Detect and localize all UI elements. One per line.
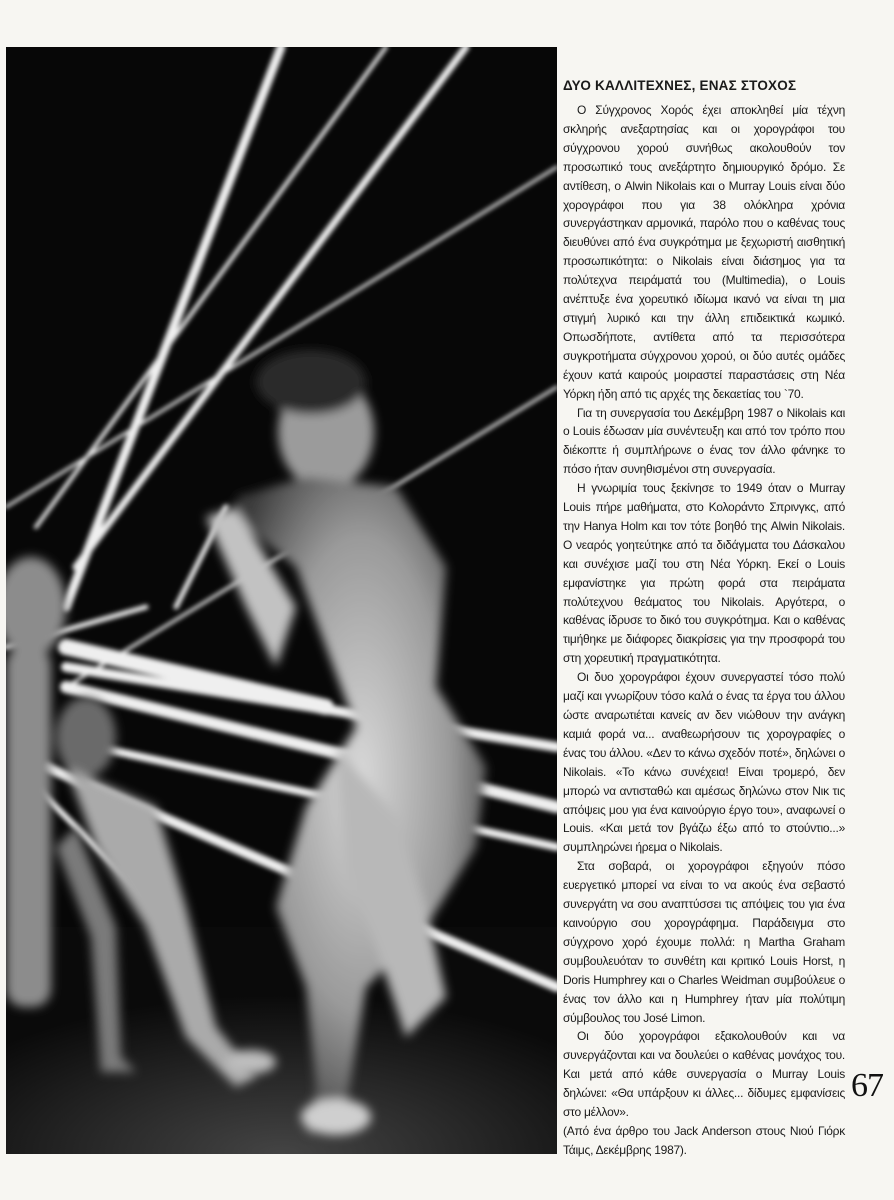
article-paragraph: Οι δυο χορογράφοι έχουν συνεργαστεί τόσο πολύ μαζί και γνωρίζουν τόσο καλά ο ένας τα έργα του άλλου ώστε αναρωτιέται κανείς αν δεν νιώθουν την ανάγκη καμιά φορά να... αναθεωρήσουν τις χορογραφίες ο ένας του άλλου. «Δεν το κάνω σχεδόν ποτέ», δηλώνει ο Nikolais. «Το κάνω συνέχεια! Είναι τρομερό, δεν μπορώ να αντισταθώ και αμέσως δηλώνω στον Νικ τις απόψεις μου για ένα καινούργιο έργο του», αναφωνεί ο Louis. «Και μετά τον βγάζω έξω από το στούντιο...» συμπληρώνει ήρεμα ο Nikolais. [563, 670, 846, 855]
page-number: 67 [851, 1067, 883, 1104]
article-paragraph: Οι δύο χορογράφοι εξακολουθούν και να συνεργάζονται και να δουλεύει ο καθένας μονάχος του. Και μετά από κάθε συνεργασία ο Murray Louis δηλώνει: «Θα υπάρξουν κι άλλες... δίδυμες εμφανίσεις στο μέλλον». [563, 1029, 845, 1120]
article-credit: (Από ένα άρθρο του Jack Anderson στους Νιού Γιόρκ Τάιμς, Δεκέμβρης 1987). [563, 1123, 845, 1157]
article-heading: ΔΥΟ ΚΑΛΛΙΤΕΧΝΕΣ, ΕΝΑΣ ΣΤΟΧΟΣ [563, 78, 797, 93]
article-paragraph: Στα σοβαρά, οι χορογράφοι εξηγούν πόσο ευεργετικό μπορεί να είναι το να ακούς ένα σεβαστό συνεργάτη να σου αναπτύσσει τις απόψεις του για ένα καινούργιο σου χορογράφημα. Παράδειγμα στο σύγχρονο χορό έχουμε πολλά: η Martha Graham συμβουλευόταν το συνθέτη και κριτικό Louis Horst, η Doris Humphrey και ο Charles Weidman συμβούλευε ο ένας τον άλλο και η Humphrey ήταν μία πολύτιμη σύμβουλος του José Limon. [563, 859, 845, 1025]
article-column [563, 77, 845, 1160]
article-paragraph: Η γνωριμία τους ξεκίνησε το 1949 όταν ο Murray Louis πήρε μαθήματα, στο Κολοράντο Σπρινγκς, από την Hanya Holm και τον τότε βοηθό της Alwin Nikolais. Ο νεαρός γοητεύτηκε από τα διδάγματα του Δάσκαλου και συνέχισε μαζί του στη Νέα Υόρκη. Εκεί ο Louis εμφανίστηκε για πρώτη φορά στα πειράματα πολύτεχνου θεάματος του Nikolais. Αργότερα, ο καθένας ίδρυσε το δικό του συγκρότημα. Και ο καθένας τιμήθηκε με διάφορες διακρίσεις για την προσφορά του στη χορευτική πραγματικότητα. [563, 481, 845, 666]
article-paragraph: Για τη συνεργασία του Δεκέμβρη 1987 ο Nikolais και ο Louis έδωσαν μία συνέντευξη και από τον τρόπο που διέκοπτε ή συμπλήρωνε ο ένας τον άλλο φάνηκε το πόσο ήταν συνηθισμένοι στη συνεργασία. [563, 405, 845, 477]
article-paragraph: Ο Σύγχρονος Χορός έχει αποκληθεί μία τέχνη σκληρής ανεξαρτησίας και οι χορογράφοι του σύγχρονου χορού συνήθως ακολουθούν τον προσωπικό τους ανεξάρτητο δημιουργικό δρόμο. Σε αντίθεση, ο Alwin Nikolais και ο Murray Louis είναι δύο χορογράφοι που για 38 ολόκληρα χρόνια συνεργάστηκαν αρμονικά, παρόλο που ο καθένας τους διευθύνει από ένα συγκρότημα με ξεχωριστή αισθητική προσωπικότητα: ο Nikolais είναι διάσημος για τα πολύτεχνα πειράματά του (Multimedia), ο Louis ανέπτυξε ένα χορευτικό ιδίωμα ικανό να είναι τη μια στιγμή λυρικό και την άλλη επιδεικτικά κωμικό. Οπωσδήποτε, αντίθετα από τα περισσότερα συγκροτήματα σύγχρονου χορού, οι δύο αυτές ομάδες έχουν κατά καιρούς μοιραστεί παραστάσεις στη Νέα Υόρκη ήδη από τις αρχές της δεκαετίας του `70. [563, 103, 845, 401]
dance-photo-icon [6, 47, 557, 1154]
dance-photo [6, 47, 557, 1154]
